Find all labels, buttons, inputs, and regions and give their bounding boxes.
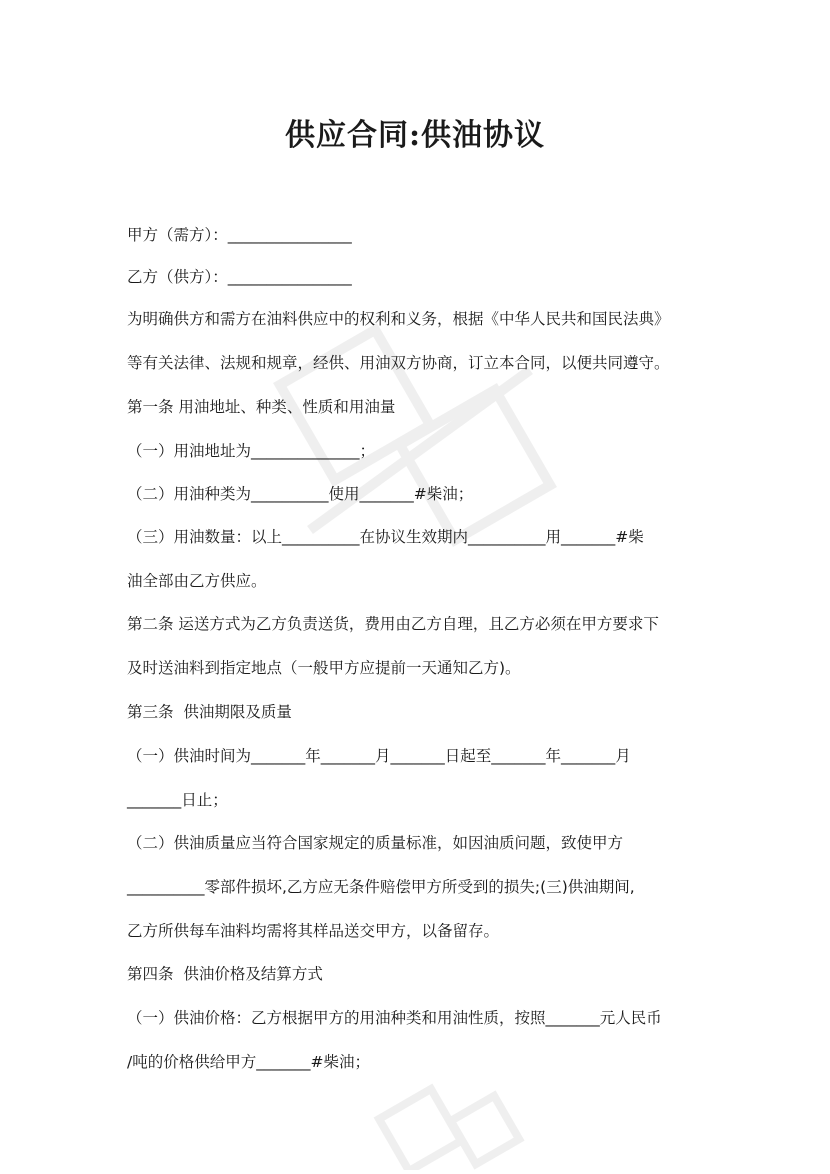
party-b-line: 乙方（供方）：________________ <box>127 268 352 286</box>
clause-line: _______日止； <box>127 791 228 809</box>
clause-line: （二）供油质量应当符合国家规定的质量标准，如因油质问题，致使甲方 <box>127 834 624 852</box>
party-a-line: 甲方（需方）：________________ <box>127 226 352 244</box>
clause-line: /吨的价格供给甲方_______#柴油； <box>127 1053 370 1071</box>
article-3-heading: 第三条 供油期限及质量 <box>127 703 292 721</box>
preamble-line: 为明确供方和需方在油料供应中的权利和义务，根据《中华人民共和国民法典》 <box>127 310 670 328</box>
article-2-line: 及时送油料到指定地点（一般甲方应提前一天通知乙方)。 <box>127 659 521 677</box>
article-2-line: 第二条 运送方式为乙方负责送货，费用由乙方自理，且乙方必须在甲方要求下 <box>127 615 659 633</box>
clause-line: （一）供油时间为_______年_______月_______日起至_______年_______月 <box>127 747 631 765</box>
article-4-heading: 第四条 供油价格及结算方式 <box>127 965 323 983</box>
clause-line: 乙方所供每车油料均需将其样品送交甲方，以备留存。 <box>127 922 500 940</box>
clause-line: （二）用油种类为__________使用_______#柴油； <box>127 485 474 503</box>
clause-line: （一）供油价格：乙方根据甲方的用油种类和用油性质，按照_______元人民币 <box>127 1009 662 1027</box>
clause-line: __________零部件损坏,乙方应无条件赔偿甲方所受到的损失;(三)供油期间, <box>127 878 635 896</box>
clause-line: （三）用油数量：以上__________在协议生效期内__________用_______#柴 <box>127 528 644 546</box>
watermark-icon <box>370 1080 530 1170</box>
preamble-line: 等有关法律、法规和规章，经供、用油双方协商，订立本合同，以便共同遵守。 <box>127 354 670 372</box>
document-title: 供应合同:供油协议 <box>284 118 546 153</box>
clause-line: （一）用油地址为______________； <box>127 442 376 460</box>
article-1-heading: 第一条 用油地址、种类、性质和用油量 <box>127 398 396 416</box>
clause-line: 油全部由乙方供应。 <box>127 572 267 590</box>
